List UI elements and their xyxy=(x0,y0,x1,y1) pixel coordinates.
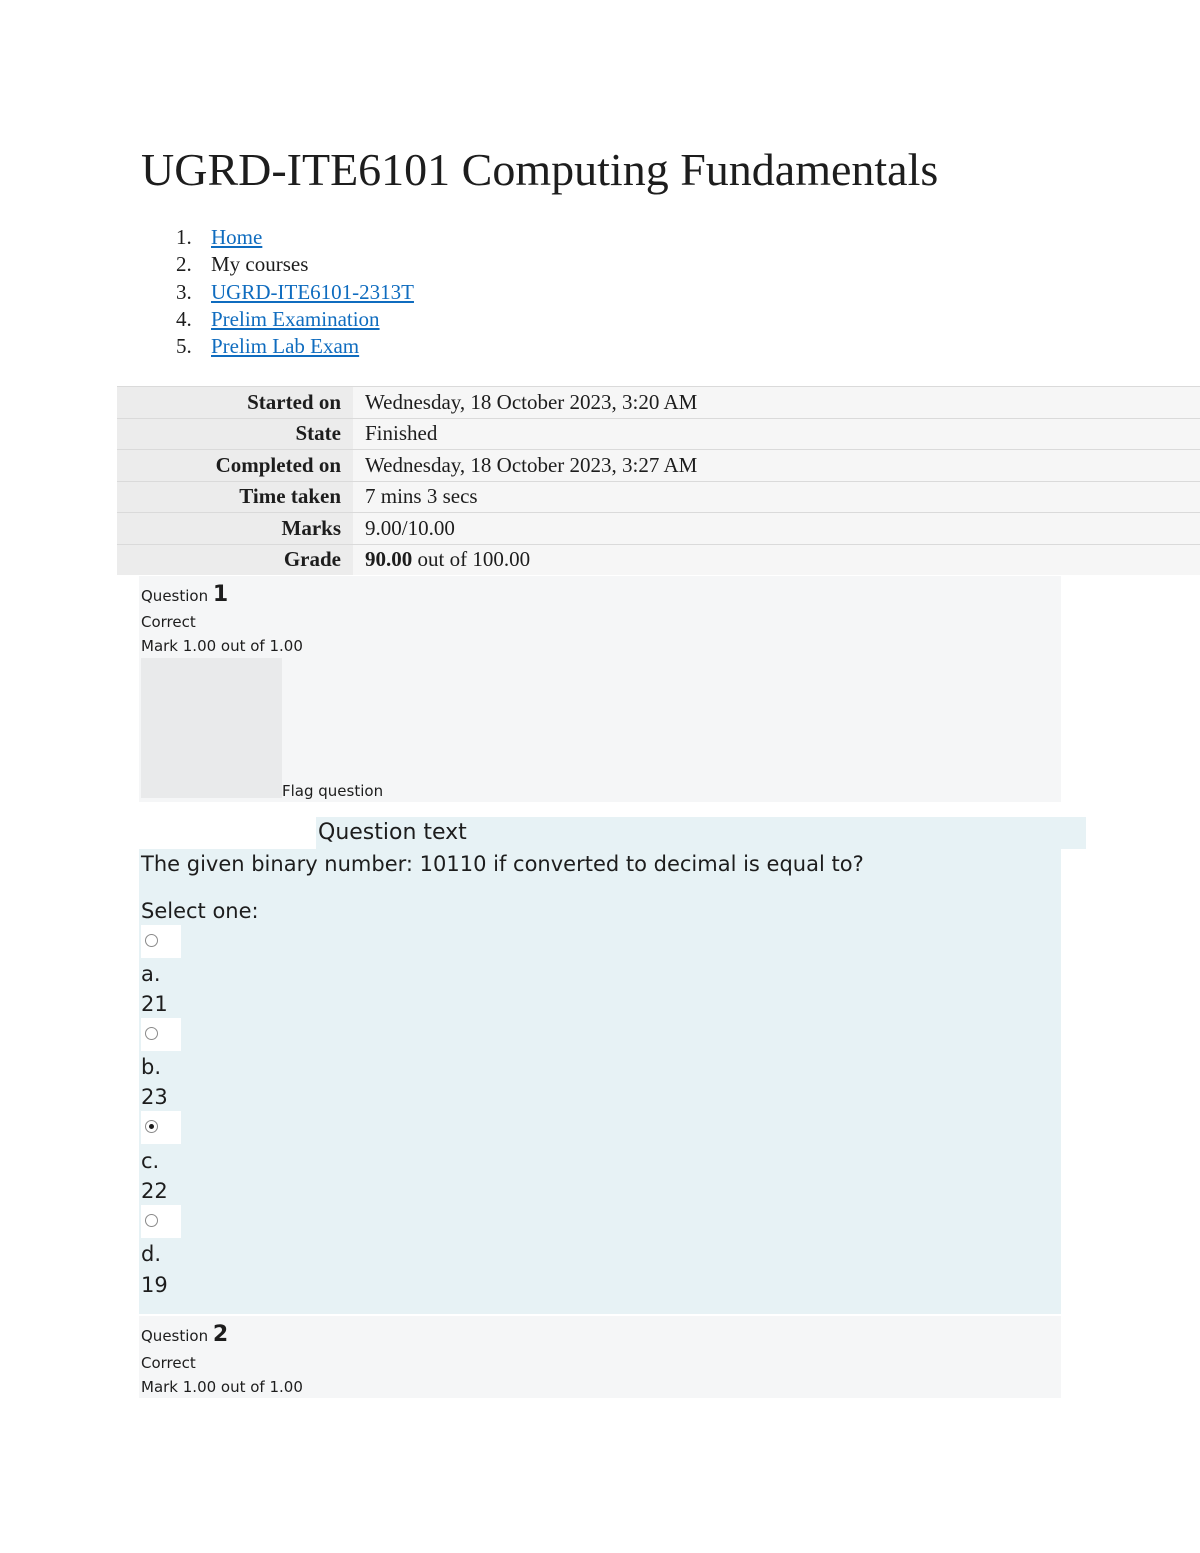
summary-row-grade xyxy=(117,544,1200,575)
summary-value: 7 mins 3 secs xyxy=(353,481,1200,513)
question-prompt: The given binary number: 10110 if converted to decimal is equal to? xyxy=(141,852,864,876)
option-a-value[interactable]: 21 xyxy=(141,992,168,1016)
option-d-value[interactable]: 19 xyxy=(141,1273,168,1297)
option-b-radio-box[interactable] xyxy=(141,1018,181,1051)
breadcrumb-number: 1. xyxy=(176,225,192,249)
summary-row-started-on xyxy=(117,387,1200,419)
summary-row-state xyxy=(117,418,1200,450)
option-a-radio-box[interactable] xyxy=(141,925,181,958)
summary-value: Wednesday, 18 October 2023, 3:20 AM xyxy=(353,387,1200,419)
summary-label: Completed on xyxy=(117,450,353,482)
flag-question-link[interactable]: Flag question xyxy=(282,782,384,800)
breadcrumb-number: 4. xyxy=(176,306,192,331)
question-2-info xyxy=(139,1316,1061,1398)
summary-value: 9.00/10.00 xyxy=(353,513,1200,545)
summary-value: Finished xyxy=(353,418,1200,450)
question-number-value: 1 xyxy=(212,582,229,607)
summary-row-marks xyxy=(117,513,1200,545)
grade-value: 90.00 xyxy=(365,547,413,572)
breadcrumb-number: 2. xyxy=(176,252,192,277)
breadcrumb-item xyxy=(170,279,414,306)
summary-row-time-taken xyxy=(117,481,1200,513)
breadcrumb-link-home[interactable]: Home xyxy=(211,225,263,249)
summary-label: State xyxy=(117,418,353,450)
question-number xyxy=(141,582,228,607)
summary-label: Started on xyxy=(117,387,353,419)
summary-value xyxy=(353,544,1200,575)
option-d-radio-box[interactable] xyxy=(141,1205,181,1238)
question-number-value: 2 xyxy=(212,1322,229,1347)
question-1-info xyxy=(139,576,1061,802)
breadcrumb-item xyxy=(170,333,414,360)
grade-out-of: out of 100.00 xyxy=(412,547,531,572)
question-mark: Mark 1.00 out of 1.00 xyxy=(141,1378,303,1396)
page-title: UGRD-ITE6101 Computing Fundamentals xyxy=(141,144,939,195)
question-label: Question xyxy=(141,587,209,605)
question-label: Question xyxy=(141,1327,209,1345)
option-c-letter: c. xyxy=(141,1149,160,1173)
question-state: Correct xyxy=(141,1354,196,1372)
question-number xyxy=(141,1322,228,1347)
option-a-letter: a. xyxy=(141,962,161,986)
option-d-letter: d. xyxy=(141,1242,162,1266)
breadcrumb-link-prelim-lab-exam[interactable]: Prelim Lab Exam xyxy=(211,334,360,359)
question-text-heading: Question text xyxy=(316,817,1086,849)
question-1-content xyxy=(139,849,1061,1314)
breadcrumb-number: 5. xyxy=(176,334,192,359)
radio-b[interactable] xyxy=(145,1027,158,1040)
breadcrumb-item xyxy=(170,251,414,278)
breadcrumb-item xyxy=(170,224,414,251)
breadcrumb-item xyxy=(170,306,414,333)
breadcrumb-link-course[interactable]: UGRD-ITE6101-2313T xyxy=(211,279,414,304)
radio-c-selected[interactable] xyxy=(145,1120,158,1133)
option-b-value[interactable]: 23 xyxy=(141,1085,168,1109)
question-state: Correct xyxy=(141,613,196,631)
summary-label: Time taken xyxy=(117,481,353,513)
summary-value: Wednesday, 18 October 2023, 3:27 AM xyxy=(353,450,1200,482)
option-c-radio-box[interactable] xyxy=(141,1111,181,1144)
summary-label: Marks xyxy=(117,513,353,545)
summary-row-completed-on xyxy=(117,450,1200,482)
radio-a[interactable] xyxy=(145,934,158,947)
option-c-value[interactable]: 22 xyxy=(141,1179,168,1203)
select-one-label: Select one: xyxy=(141,899,259,923)
flag-icon[interactable] xyxy=(141,658,282,798)
option-b-letter: b. xyxy=(141,1055,162,1079)
radio-d[interactable] xyxy=(145,1214,158,1227)
breadcrumb-link-prelim-examination[interactable]: Prelim Examination xyxy=(211,306,380,331)
breadcrumb-number: 3. xyxy=(176,279,192,304)
breadcrumb-text-my-courses: My courses xyxy=(211,252,309,277)
attempt-summary-table xyxy=(117,386,1200,575)
question-mark: Mark 1.00 out of 1.00 xyxy=(141,637,303,655)
breadcrumb xyxy=(170,224,414,360)
summary-label: Grade xyxy=(117,544,353,575)
